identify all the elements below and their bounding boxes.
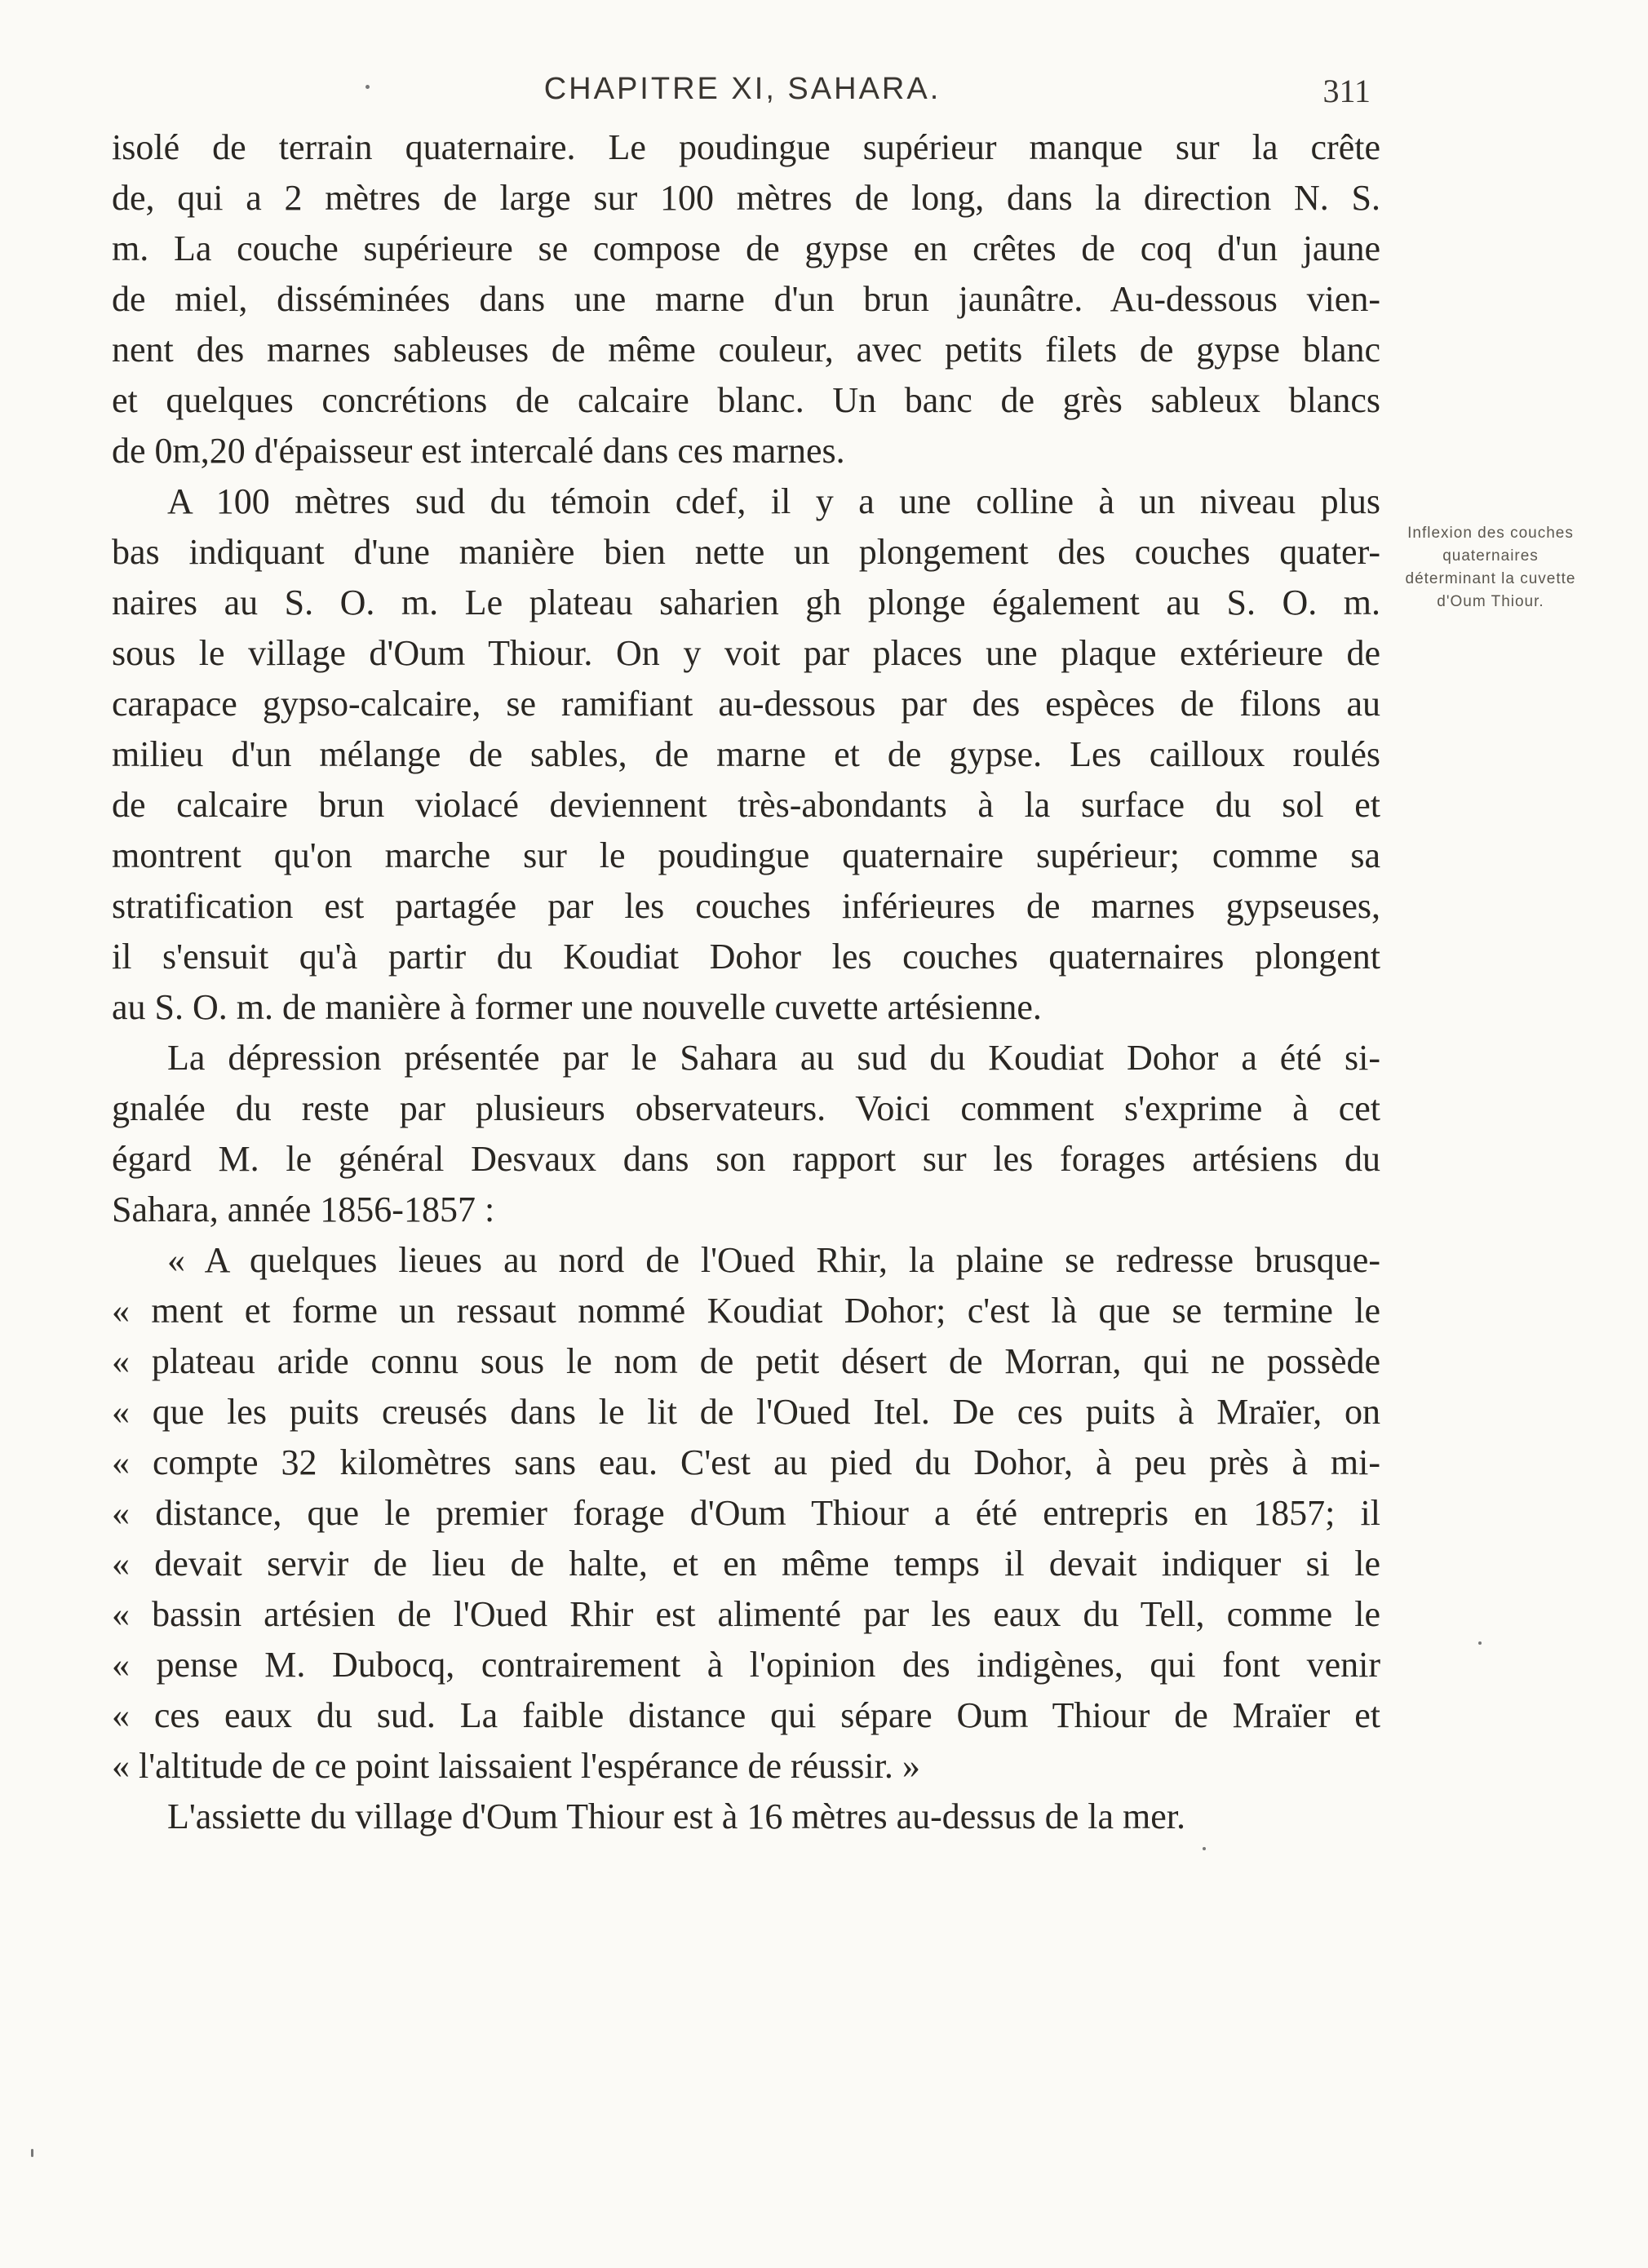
quote-line: « ces eaux du sud. La faible distance qui sépare Oum Thiour de Mraïer et	[112, 1695, 1380, 1735]
paragraph-3	[112, 1033, 1380, 1235]
paragraph-2	[112, 476, 1380, 1033]
text-line: nent des marnes sableuses de même couleur, avec petits filets de gypse blanc	[112, 330, 1380, 370]
quotation	[112, 1235, 1380, 1792]
text-line: et quelques concrétions de calcaire blanc. Un banc de grès sableux blancs	[112, 380, 1380, 420]
quote-line: « A quelques lieues au nord de l'Oued Rhir, la plaine se redresse brusque-	[167, 1240, 1380, 1280]
quote-line: « distance, que le premier forage d'Oum Thiour a été entrepris en 1857; il	[112, 1493, 1380, 1533]
text-line: L'assiette du village d'Oum Thiour est à 16 mètres au-dessus de la mer.	[167, 1796, 1185, 1836]
text-line: naires au S. O. m. Le plateau saharien gh plonge également au S. O. m.	[112, 583, 1380, 622]
text-line: montrent qu'on marche sur le poudingue quaternaire supérieur; comme sa	[112, 835, 1380, 875]
quote-line: « bassin artésien de l'Oued Rhir est alimenté par les eaux du Tell, comme le	[112, 1594, 1380, 1634]
print-speck	[1478, 1641, 1482, 1645]
text-line: de calcaire brun violacé deviennent très-abondants à la surface du sol et	[112, 785, 1380, 825]
margin-note-line: déterminant la cuvette	[1405, 570, 1576, 587]
text-line: Sahara, année 1856-1857 :	[112, 1189, 495, 1229]
margin-note	[1389, 522, 1593, 614]
margin-note-line: Inflexion des couches	[1407, 525, 1574, 542]
print-speck	[1203, 1847, 1206, 1850]
quote-line: « ment et forme un ressaut nommé Koudiat Dohor; c'est là que se termine le	[112, 1291, 1380, 1331]
text-line: m. La couche supérieure se compose de gypse en crêtes de coq d'un jaune	[112, 228, 1380, 268]
quote-line: « l'altitude de ce point laissaient l'espérance de réussir. »	[112, 1746, 920, 1786]
chapter-title: CHAPITRE XI, SAHARA.	[543, 72, 941, 106]
quote-line: « plateau aride connu sous le nom de petit désert de Morran, qui ne possède	[112, 1341, 1380, 1381]
paragraph-4	[112, 1792, 1380, 1842]
text-line: de, qui a 2 mètres de large sur 100 mètres de long, dans la direction N. S.	[112, 178, 1380, 218]
quote-line: « que les puits creusés dans le lit de l'Oued Itel. De ces puits à Mraïer, on	[112, 1392, 1380, 1432]
text-line: de miel, disséminées dans une marne d'un brun jaunâtre. Au-dessous vien-	[112, 279, 1380, 319]
text-line: égard M. le général Desvaux dans son rapport sur les forages artésiens du	[112, 1139, 1380, 1179]
quote-line: « pense M. Dubocq, contrairement à l'opinion des indigènes, qui font venir	[112, 1645, 1380, 1685]
text-line: isolé de terrain quaternaire. Le poudingue supérieur manque sur la crête	[112, 127, 1380, 167]
running-header	[114, 72, 1371, 121]
text-line: carapace gypso-calcaire, se ramifiant au-dessous par des espèces de filons au	[112, 684, 1380, 724]
margin-note-line: quaternaires	[1442, 547, 1539, 565]
page-number: 311	[1322, 73, 1371, 109]
quote-line: « compte 32 kilomètres sans eau. C'est au pied du Dohor, à peu près à mi-	[112, 1442, 1380, 1482]
text-line: de 0m,20 d'épaisseur est intercalé dans ces marnes.	[112, 431, 845, 471]
text-line: milieu d'un mélange de sables, de marne et de gypse. Les cailloux roulés	[112, 734, 1380, 774]
quote-line: « devait servir de lieu de halte, et en même temps il devait indiquer si le	[112, 1544, 1380, 1584]
body-text	[112, 122, 1380, 1842]
text-line: stratification est partagée par les couches inférieures de marnes gypseuses,	[112, 886, 1380, 926]
text-line: au S. O. m. de manière à former une nouvelle cuvette artésienne.	[112, 987, 1042, 1027]
paragraph-1	[112, 122, 1380, 476]
text-line: il s'ensuit qu'à partir du Koudiat Dohor les couches quaternaires plongent	[112, 937, 1380, 977]
print-speck	[31, 2149, 33, 2157]
text-line: A 100 mètres sud du témoin cdef, il y a une colline à un niveau plus	[167, 481, 1380, 521]
text-line: La dépression présentée par le Sahara au sud du Koudiat Dohor a été si-	[167, 1038, 1380, 1078]
margin-note-line: d'Oum Thiour.	[1437, 593, 1544, 610]
text-line: sous le village d'Oum Thiour. On y voit par places une plaque extérieure de	[112, 633, 1380, 673]
text-line: gnalée du reste par plusieurs observateurs. Voici comment s'exprime à cet	[112, 1088, 1380, 1128]
text-line: bas indiquant d'une manière bien nette un plongement des couches quater-	[112, 532, 1380, 572]
